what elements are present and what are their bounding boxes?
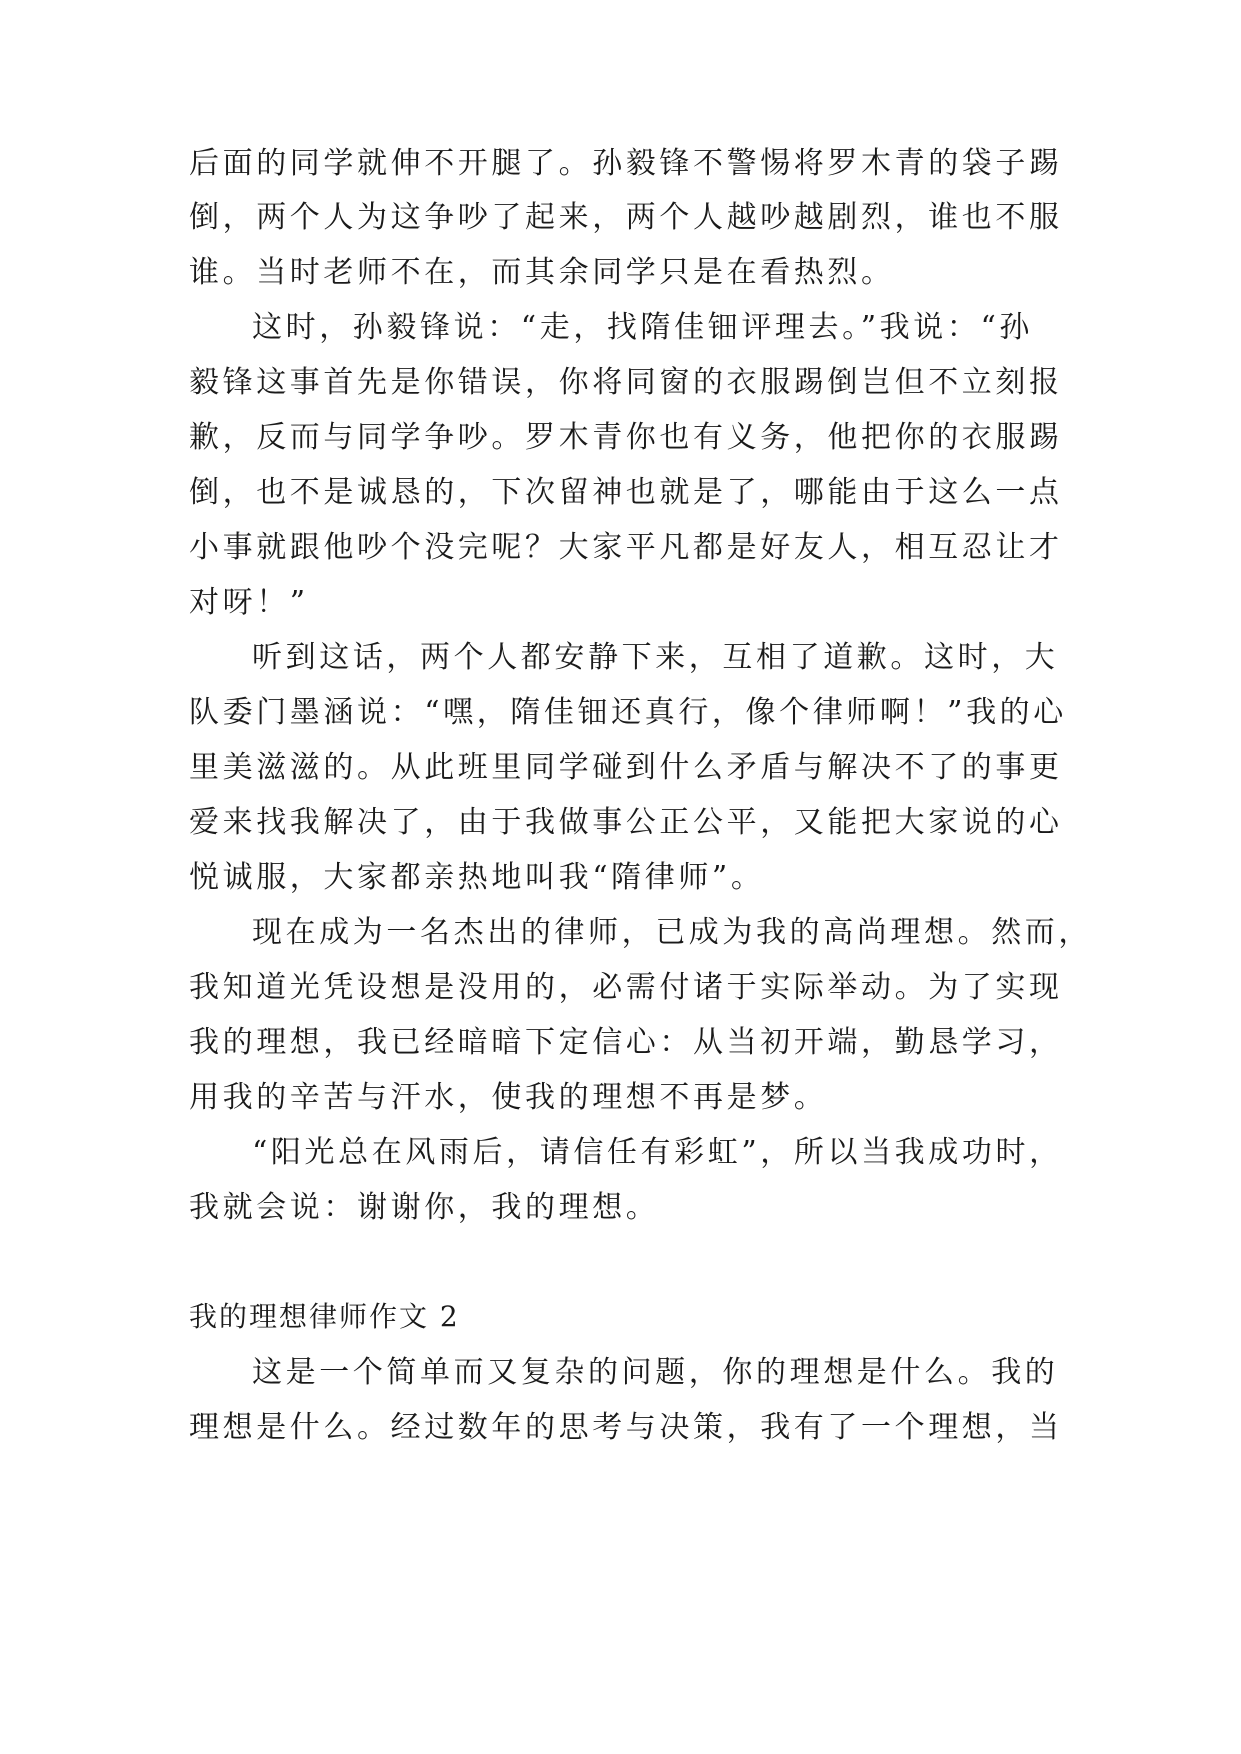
body-line: 毅锋这事首先是你错误，你将同窗的衣服踢倒岂但不立刻报: [189, 365, 1063, 400]
paragraph-start-line: 听到这话，两个人都安静下来，互相了道歉。这时，大: [252, 640, 1059, 675]
section-heading: 我的理想律师作文 2: [189, 1300, 460, 1333]
body-line: 我的理想，我已经暗暗下定信心：从当初开端，勤恳学习，: [189, 1025, 1063, 1060]
body-line: 队委门墨涵说：“嘿，隋佳钿还真行，像个律师啊！”我的心: [189, 695, 1067, 730]
body-line: 倒，也不是诚恳的，下次留神也就是了，哪能由于这么一点: [189, 475, 1063, 510]
body-line: 用我的辛苦与汗水，使我的理想不再是梦。: [189, 1080, 828, 1115]
body-line: 我知道光凭设想是没用的，必需付诸于实际举动。为了实现: [189, 970, 1063, 1005]
body-line: 小事就跟他吵个没完呢？大家平凡都是好友人，相互忍让才: [189, 530, 1063, 565]
paragraph-start-line: 这是一个简单而又复杂的问题，你的理想是什么。我的: [252, 1355, 1059, 1390]
body-line: 倒，两个人为这争吵了起来，两个人越吵越剧烈，谁也不服: [189, 200, 1063, 235]
body-line: 我就会说：谢谢你，我的理想。: [189, 1190, 660, 1225]
body-line: 对呀！”: [189, 585, 309, 620]
body-line: 理想是什么。经过数年的思考与决策，我有了一个理想，当: [189, 1410, 1063, 1445]
paragraph-start-line: 现在成为一名杰出的律师，已成为我的高尚理想。然而，: [252, 915, 1092, 950]
body-line: 后面的同学就伸不开腿了。孙毅锋不警惕将罗木青的袋子踢: [189, 146, 1063, 181]
body-line: 谁。当时老师不在，而其余同学只是在看热烈。: [189, 255, 895, 290]
paragraph-start-line: 这时，孙毅锋说：“走，找隋佳钿评理去。”我说：“孙: [252, 310, 1034, 345]
body-line: 悦诚服，大家都亲热地叫我“隋律师”。: [189, 860, 765, 895]
paragraph-start-line: “阳光总在风雨后，请信任有彩虹”，所以当我成功时，: [252, 1135, 1063, 1170]
body-line: 爱来找我解决了，由于我做事公正公平，又能把大家说的心: [189, 805, 1063, 840]
body-line: 里美滋滋的。从此班里同学碰到什么矛盾与解决不了的事更: [189, 750, 1063, 785]
body-line: 歉，反而与同学争吵。罗木青你也有义务，他把你的衣服踢: [189, 420, 1063, 455]
